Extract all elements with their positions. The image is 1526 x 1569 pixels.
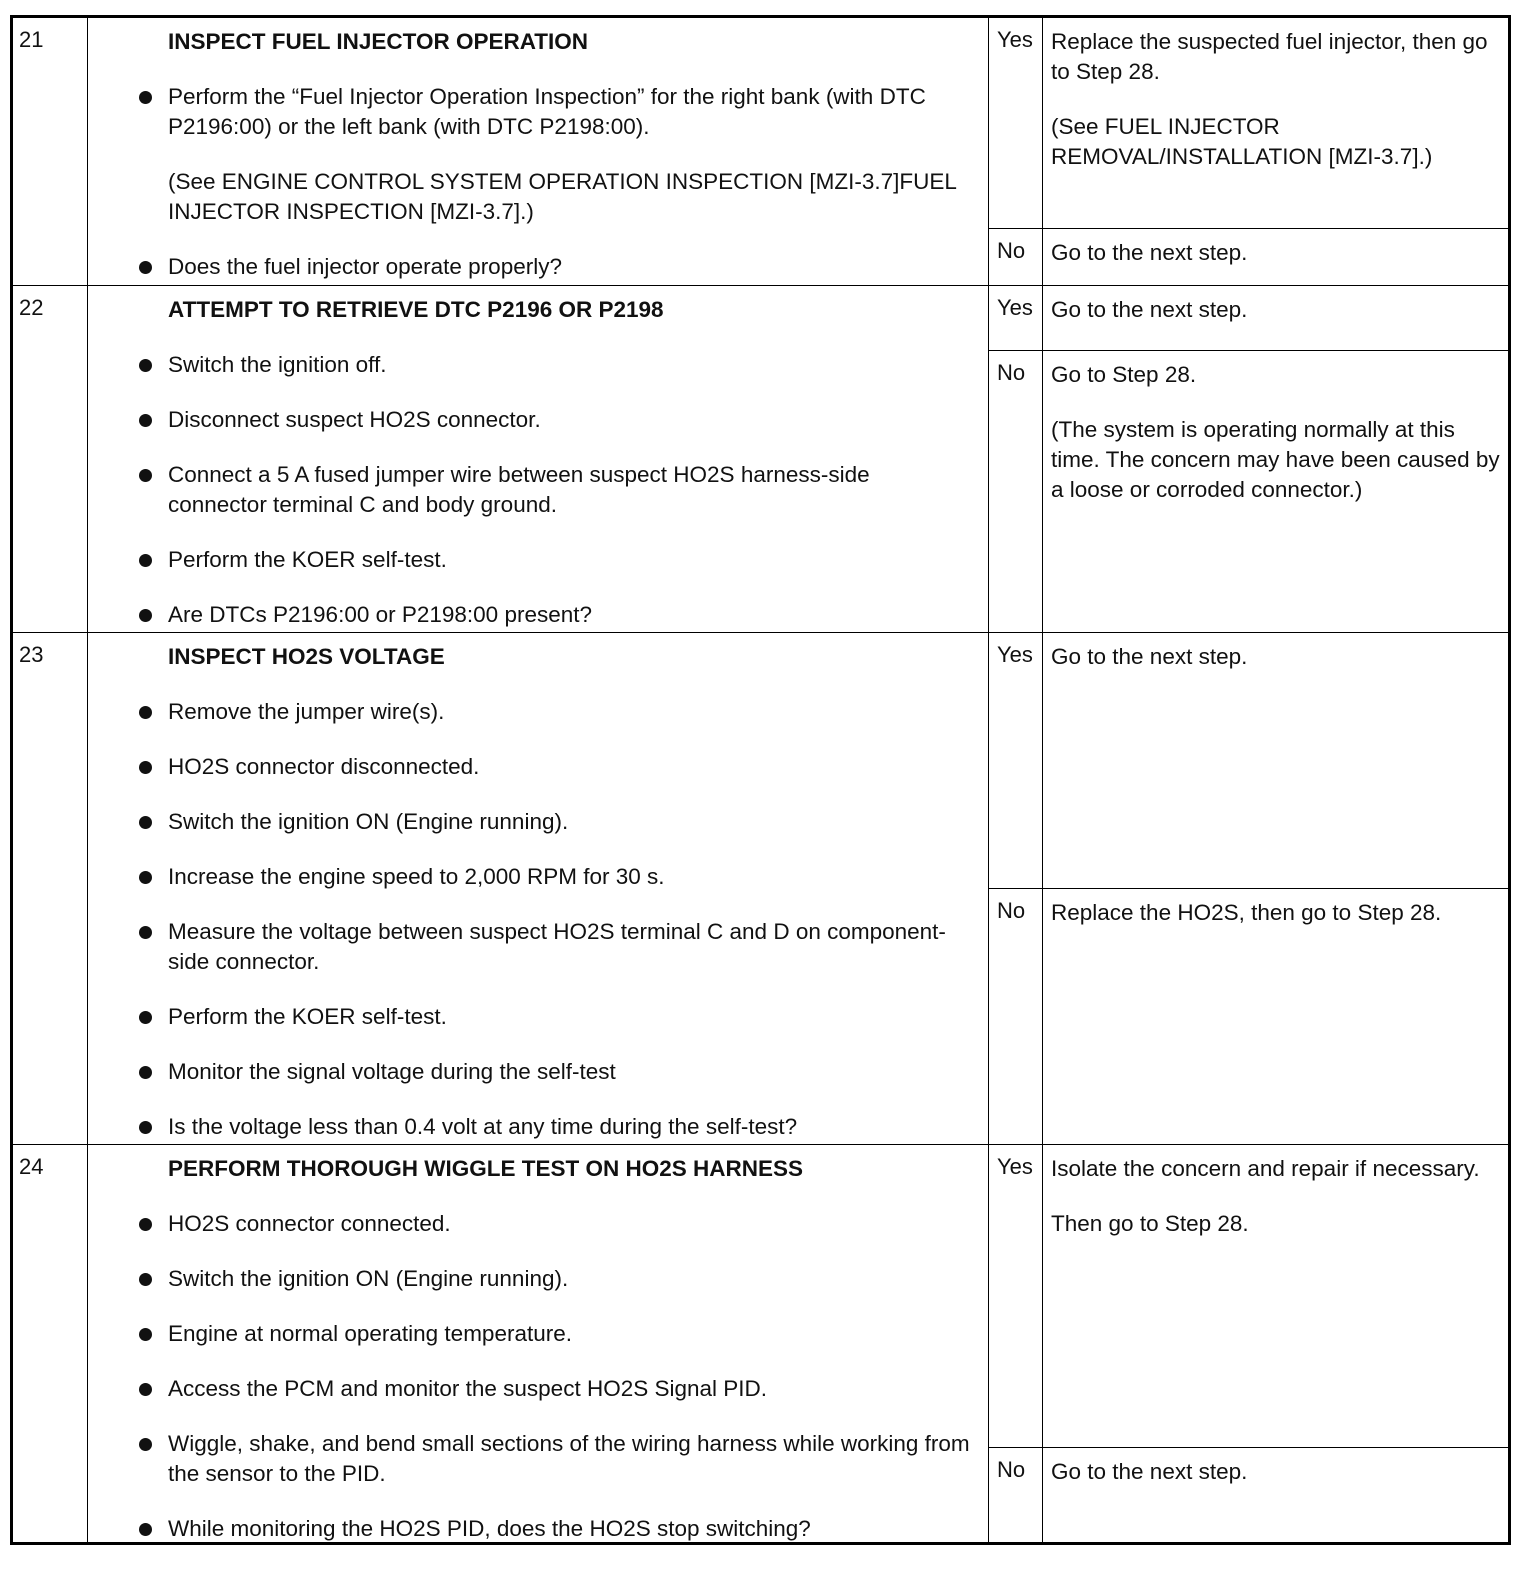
instruction-item <box>168 807 973 837</box>
step-instructions <box>168 1154 973 1569</box>
yes-action-text: (See FUEL INJECTOR REMOVAL/INSTALLATION [MZI-3.7].) <box>1051 114 1433 169</box>
instruction-text: Perform the KOER self-test. <box>168 547 447 572</box>
no-label: No <box>997 1457 1026 1482</box>
instruction-text: Monitor the signal voltage during the self-test <box>168 1059 616 1084</box>
yes-action-text: Replace the suspected fuel injector, then go to Step 28. <box>1051 29 1488 84</box>
yes-action-text: Go to the next step. <box>1051 644 1248 669</box>
no-action-text: Go to Step 28. <box>1051 362 1197 387</box>
instruction-text: HO2S connector connected. <box>168 1211 451 1236</box>
no-action <box>1051 1457 1502 1487</box>
step-title: ATTEMPT TO RETRIEVE DTC P2196 OR P2198 <box>168 297 664 322</box>
no-result <box>988 1447 1508 1545</box>
yes-action <box>1051 295 1502 325</box>
yes-action-text: Isolate the concern and repair if necessary. <box>1051 1156 1480 1181</box>
bullet-icon <box>139 761 152 774</box>
instruction-text: Remove the jumper wire(s). <box>168 699 445 724</box>
instruction-item <box>168 405 973 435</box>
step-title: PERFORM THOROUGH WIGGLE TEST ON HO2S HARNESS <box>168 1156 804 1181</box>
yes-result <box>988 286 1508 350</box>
no-action <box>1051 238 1502 268</box>
yes-label: Yes <box>997 1154 1033 1179</box>
instruction-text: Perform the KOER self-test. <box>168 1004 447 1029</box>
instruction-item <box>168 252 973 282</box>
step-title: INSPECT FUEL INJECTOR OPERATION <box>168 29 589 54</box>
instruction-text: HO2S connector disconnected. <box>168 754 480 779</box>
yes-action <box>1051 642 1502 672</box>
bullet-icon <box>139 1066 152 1079</box>
no-action-text: (The system is operating normally at this time. The concern may have been caused by a loose or corroded connector.) <box>1051 417 1500 502</box>
no-result <box>988 350 1508 632</box>
column-divider <box>87 286 88 632</box>
yes-label: Yes <box>997 27 1033 52</box>
yes-result <box>988 18 1508 228</box>
instruction-item <box>168 545 973 575</box>
instruction-text: While monitoring the HO2S PID, does the HO2S stop switching? <box>168 1516 811 1541</box>
bullet-icon <box>139 816 152 829</box>
instruction-text: Switch the ignition off. <box>168 352 387 377</box>
step-title: INSPECT HO2S VOLTAGE <box>168 644 445 669</box>
instruction-item <box>168 1209 973 1239</box>
bullet-icon <box>139 1273 152 1286</box>
yes-label: Yes <box>997 295 1033 320</box>
column-divider <box>87 1145 88 1545</box>
bullet-icon <box>139 261 152 274</box>
bullet-icon <box>139 359 152 372</box>
bullet-icon <box>139 1011 152 1024</box>
instruction-item <box>168 460 973 520</box>
bullet-icon <box>139 554 152 567</box>
instruction-item <box>168 350 973 380</box>
step-row <box>13 1145 1508 1545</box>
yes-action <box>1051 27 1502 172</box>
no-label: No <box>997 360 1026 385</box>
instruction-item <box>168 1319 973 1349</box>
instruction-text: Connect a 5 A fused jumper wire between suspect HO2S harness-side connector terminal C and body ground. <box>168 462 870 517</box>
bullet-icon <box>139 414 152 427</box>
column-divider <box>87 18 88 285</box>
instruction-text: Engine at normal operating temperature. <box>168 1321 572 1346</box>
bullet-icon <box>139 871 152 884</box>
bullet-icon <box>139 1383 152 1396</box>
instruction-item <box>168 1002 973 1032</box>
no-result <box>988 228 1508 285</box>
no-action-text: Go to the next step. <box>1051 240 1248 265</box>
yes-action-text: Then go to Step 28. <box>1051 1211 1249 1236</box>
column-divider <box>87 633 88 1144</box>
instruction-text: Switch the ignition ON (Engine running). <box>168 809 569 834</box>
instruction-item <box>168 1112 973 1142</box>
bullet-icon <box>139 1438 152 1451</box>
instruction-item <box>168 1374 973 1404</box>
bullet-icon <box>139 91 152 104</box>
instruction-text: Is the voltage less than 0.4 volt at any time during the self-test? <box>168 1114 798 1139</box>
bullet-icon <box>139 609 152 622</box>
instruction-item <box>168 82 973 227</box>
step-instructions <box>168 27 973 307</box>
instruction-item <box>168 1429 973 1489</box>
instruction-item <box>168 1264 973 1294</box>
step-number: 24 <box>19 1154 44 1179</box>
instruction-text: Switch the ignition ON (Engine running). <box>168 1266 569 1291</box>
bullet-icon <box>139 1328 152 1341</box>
bullet-icon <box>139 1523 152 1536</box>
yes-action <box>1051 1154 1502 1239</box>
bullet-icon <box>139 1121 152 1134</box>
yes-action-text: Go to the next step. <box>1051 297 1248 322</box>
instruction-text: Wiggle, shake, and bend small sections of the wiring harness while working from the sensor to the PID. <box>168 1431 970 1486</box>
no-label: No <box>997 898 1026 923</box>
instruction-item <box>168 600 973 630</box>
step-number: 22 <box>19 295 44 320</box>
instruction-item <box>168 697 973 727</box>
bullet-icon <box>139 706 152 719</box>
yes-label: Yes <box>997 642 1033 667</box>
step-number: 23 <box>19 642 44 667</box>
instruction-item <box>168 1057 973 1087</box>
no-result <box>988 888 1508 1144</box>
step-row <box>13 18 1508 286</box>
instruction-text: Perform the “Fuel Injector Operation Inspection” for the right bank (with DTC P2196:00) or the left bank (with DTC P2198:00). <box>168 84 926 139</box>
instruction-item <box>168 1514 973 1544</box>
no-action-text: Replace the HO2S, then go to Step 28. <box>1051 900 1442 925</box>
bullet-icon <box>139 1218 152 1231</box>
step-number: 21 <box>19 27 44 52</box>
step-instructions <box>168 642 973 1167</box>
yes-result <box>988 633 1508 888</box>
diagnostic-table <box>10 15 1511 1545</box>
instruction-text: Measure the voltage between suspect HO2S terminal C and D on component-side connector. <box>168 919 946 974</box>
instruction-text: Access the PCM and monitor the suspect HO2S Signal PID. <box>168 1376 768 1401</box>
instruction-text: Are DTCs P2196:00 or P2198:00 present? <box>168 602 593 627</box>
instruction-text: Does the fuel injector operate properly? <box>168 254 562 279</box>
bullet-icon <box>139 926 152 939</box>
instruction-text: Disconnect suspect HO2S connector. <box>168 407 541 432</box>
instruction-item <box>168 752 973 782</box>
bullet-icon <box>139 469 152 482</box>
instruction-text: Increase the engine speed to 2,000 RPM for 30 s. <box>168 864 665 889</box>
step-row <box>13 633 1508 1145</box>
no-action <box>1051 898 1502 928</box>
step-instructions <box>168 295 973 655</box>
instruction-item <box>168 862 973 892</box>
no-action-text: Go to the next step. <box>1051 1459 1248 1484</box>
instruction-note: (See ENGINE CONTROL SYSTEM OPERATION INSPECTION [MZI-3.7]FUEL INJECTOR INSPECTION [MZI-3.7].) <box>168 169 957 224</box>
instruction-item <box>168 917 973 977</box>
step-row <box>13 286 1508 633</box>
no-label: No <box>997 238 1026 263</box>
no-action <box>1051 360 1502 505</box>
yes-result <box>988 1145 1508 1447</box>
